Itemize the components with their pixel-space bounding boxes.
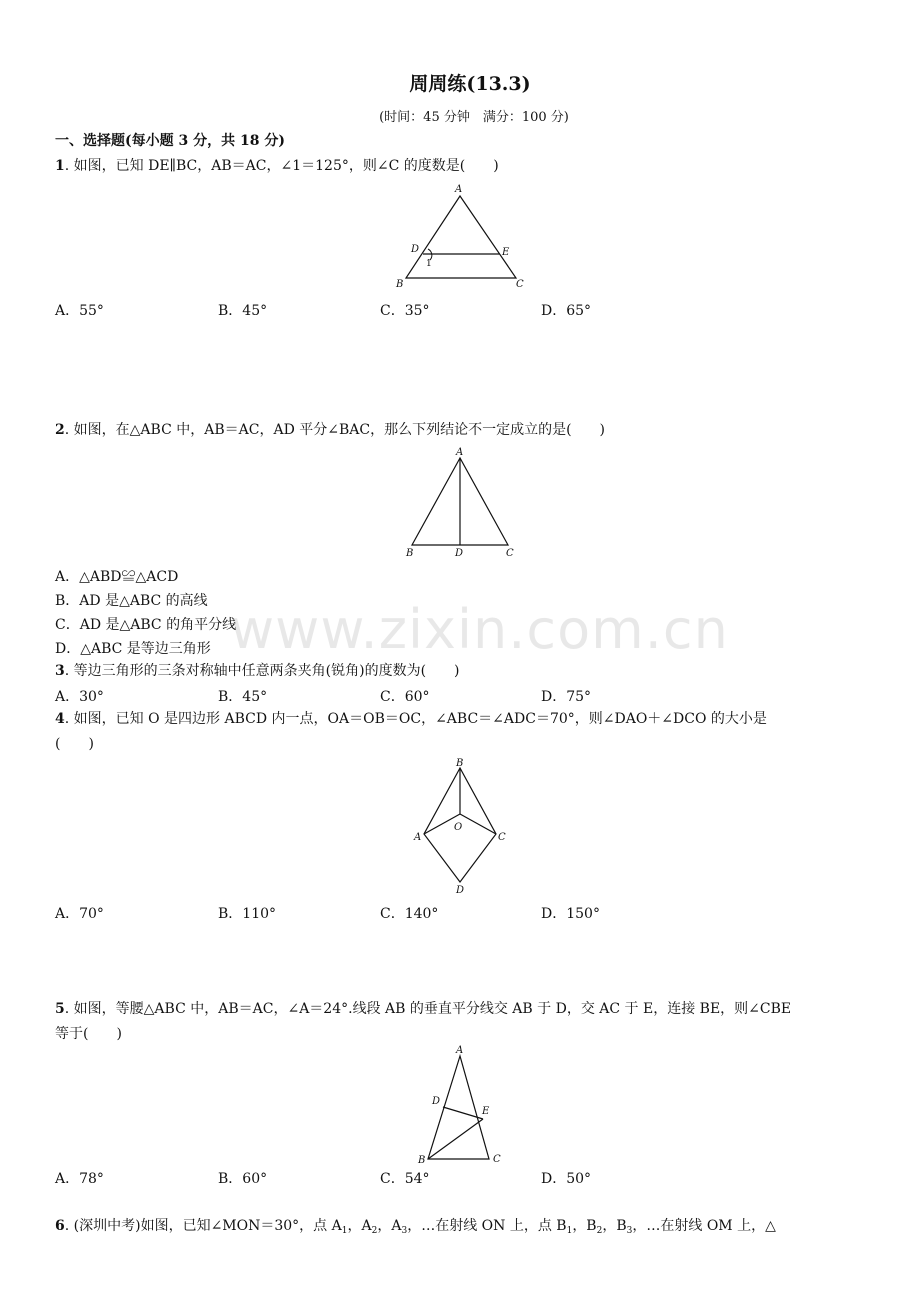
figure-q2-triangle [400, 444, 530, 564]
q1-option-a[interactable]: A．55° [55, 303, 104, 319]
question-5-stem-cont: 等于( ) [55, 1026, 122, 1042]
label-d: D [456, 885, 465, 896]
label-b: B [418, 1155, 426, 1166]
question-3-stem [55, 662, 460, 680]
q4-option-c[interactable]: C．140° [380, 906, 439, 922]
question-1-number: 1 [55, 158, 65, 174]
q6-sub: 3 [626, 1226, 633, 1236]
label-a: A [414, 832, 422, 843]
q6-text: ，B [572, 1218, 597, 1234]
watermark: www.zixin.com.cn [230, 598, 729, 661]
segment-be [428, 1119, 483, 1159]
question-4-stem-cont: ( ) [55, 736, 94, 752]
q3-option-d[interactable]: D．75° [541, 689, 592, 705]
q3-option-a[interactable]: A．30° [55, 689, 104, 705]
q6-sub: 1 [341, 1226, 348, 1236]
question-2-number: 2 [55, 422, 65, 438]
section-heading: 一、选择题(每小题 3 分，共 18 分) [55, 133, 285, 149]
label-c: C [506, 548, 514, 559]
q6-text: ，…在射线 OM 上，△ [632, 1218, 776, 1234]
q3-option-c[interactable]: C．60° [380, 689, 430, 705]
segment-de [443, 1107, 483, 1119]
triangle-abc [406, 196, 516, 278]
q4-option-a[interactable]: A．70° [55, 906, 104, 922]
label-d: D [432, 1096, 441, 1107]
exam-info: (时间：45 分钟 满分：100 分) [379, 110, 569, 125]
triangle-abc [428, 1056, 489, 1159]
q6-sub: 1 [566, 1226, 573, 1236]
q6-sub: 3 [401, 1226, 408, 1236]
label-e: E [502, 247, 510, 258]
q5-option-b[interactable]: B．60° [218, 1171, 268, 1187]
label-b: B [396, 279, 404, 290]
q6-text: ，A [377, 1218, 402, 1234]
q2-option-b[interactable]: B．AD 是△ABC 的高线 [55, 593, 208, 609]
q6-text: ，…在射线 ON 上，点 B [407, 1218, 567, 1234]
q6-sub: 2 [371, 1226, 378, 1236]
figure-q5-triangle [416, 1042, 516, 1167]
question-6-number: 6 [55, 1218, 65, 1234]
label-a: A [456, 1045, 464, 1056]
q1-option-d[interactable]: D．65° [541, 303, 592, 319]
label-c: C [498, 832, 506, 843]
label-a: A [456, 447, 464, 458]
label-d: D [455, 548, 464, 559]
q2-option-a[interactable]: A．△ABD≌△ACD [55, 569, 179, 585]
label-a: A [455, 184, 463, 195]
question-5-number: 5 [55, 1001, 65, 1017]
question-2-stem [55, 421, 605, 439]
question-1-text: . 如图，已知 DE∥BC，AB＝AC，∠1＝125°，则∠C 的度数是( ) [64, 158, 499, 174]
q3-option-b[interactable]: B．45° [218, 689, 268, 705]
q6-sub: 2 [596, 1226, 603, 1236]
question-1-stem [55, 157, 499, 175]
q4-option-d[interactable]: D．150° [541, 906, 600, 922]
question-6-stem [55, 1217, 776, 1235]
q2-option-d[interactable]: D．△ABC 是等边三角形 [55, 641, 211, 657]
question-5-stem [55, 1000, 791, 1018]
label-c: C [516, 279, 524, 290]
q1-option-b[interactable]: B．45° [218, 303, 268, 319]
q2-option-c[interactable]: C．AD 是△ABC 的角平分线 [55, 617, 237, 633]
page-title: 周周练(13.3) [409, 73, 531, 95]
figure-q4-quadrilateral [410, 756, 520, 898]
label-e: E [482, 1106, 490, 1117]
question-4-text: . 如图，已知 O 是四边形 ABCD 内一点，OA＝OB＝OC，∠ABC＝∠ADC＝70°，则∠DAO＋∠DCO 的大小是 [64, 711, 767, 727]
q6-text: ，B [602, 1218, 627, 1234]
question-2-text: . 如图，在△ABC 中，AB＝AC，AD 平分∠BAC，那么下列结论不一定成立的是( ) [64, 422, 606, 438]
q6-text: ，A [347, 1218, 372, 1234]
question-5-text: . 如图，等腰△ABC 中，AB＝AC，∠A＝24°.线段 AB 的垂直平分线交 AB 于 D，交 AC 于 E，连接 BE，则∠CBE [64, 1001, 792, 1017]
label-b: B [456, 758, 464, 769]
label-c: C [493, 1154, 501, 1165]
question-4-stem [55, 710, 767, 728]
label-o: O [454, 822, 463, 833]
q5-option-c[interactable]: C．54° [380, 1171, 430, 1187]
q6-text-a: . (深圳中考)如图，已知∠MON＝30°，点 A [64, 1218, 342, 1234]
label-b: B [406, 548, 414, 559]
label-d: D [411, 244, 420, 255]
q4-option-b[interactable]: B．110° [218, 906, 277, 922]
question-3-text: . 等边三角形的三条对称轴中任意两条夹角(锐角)的度数为( ) [64, 663, 460, 679]
q1-option-c[interactable]: C．35° [380, 303, 430, 319]
question-3-number: 3 [55, 663, 65, 679]
figure-q1-triangle [392, 182, 532, 292]
q5-option-d[interactable]: D．50° [541, 1171, 592, 1187]
q5-option-a[interactable]: A．78° [55, 1171, 104, 1187]
question-4-number: 4 [55, 711, 65, 727]
label-angle-1: 1 [426, 259, 432, 269]
